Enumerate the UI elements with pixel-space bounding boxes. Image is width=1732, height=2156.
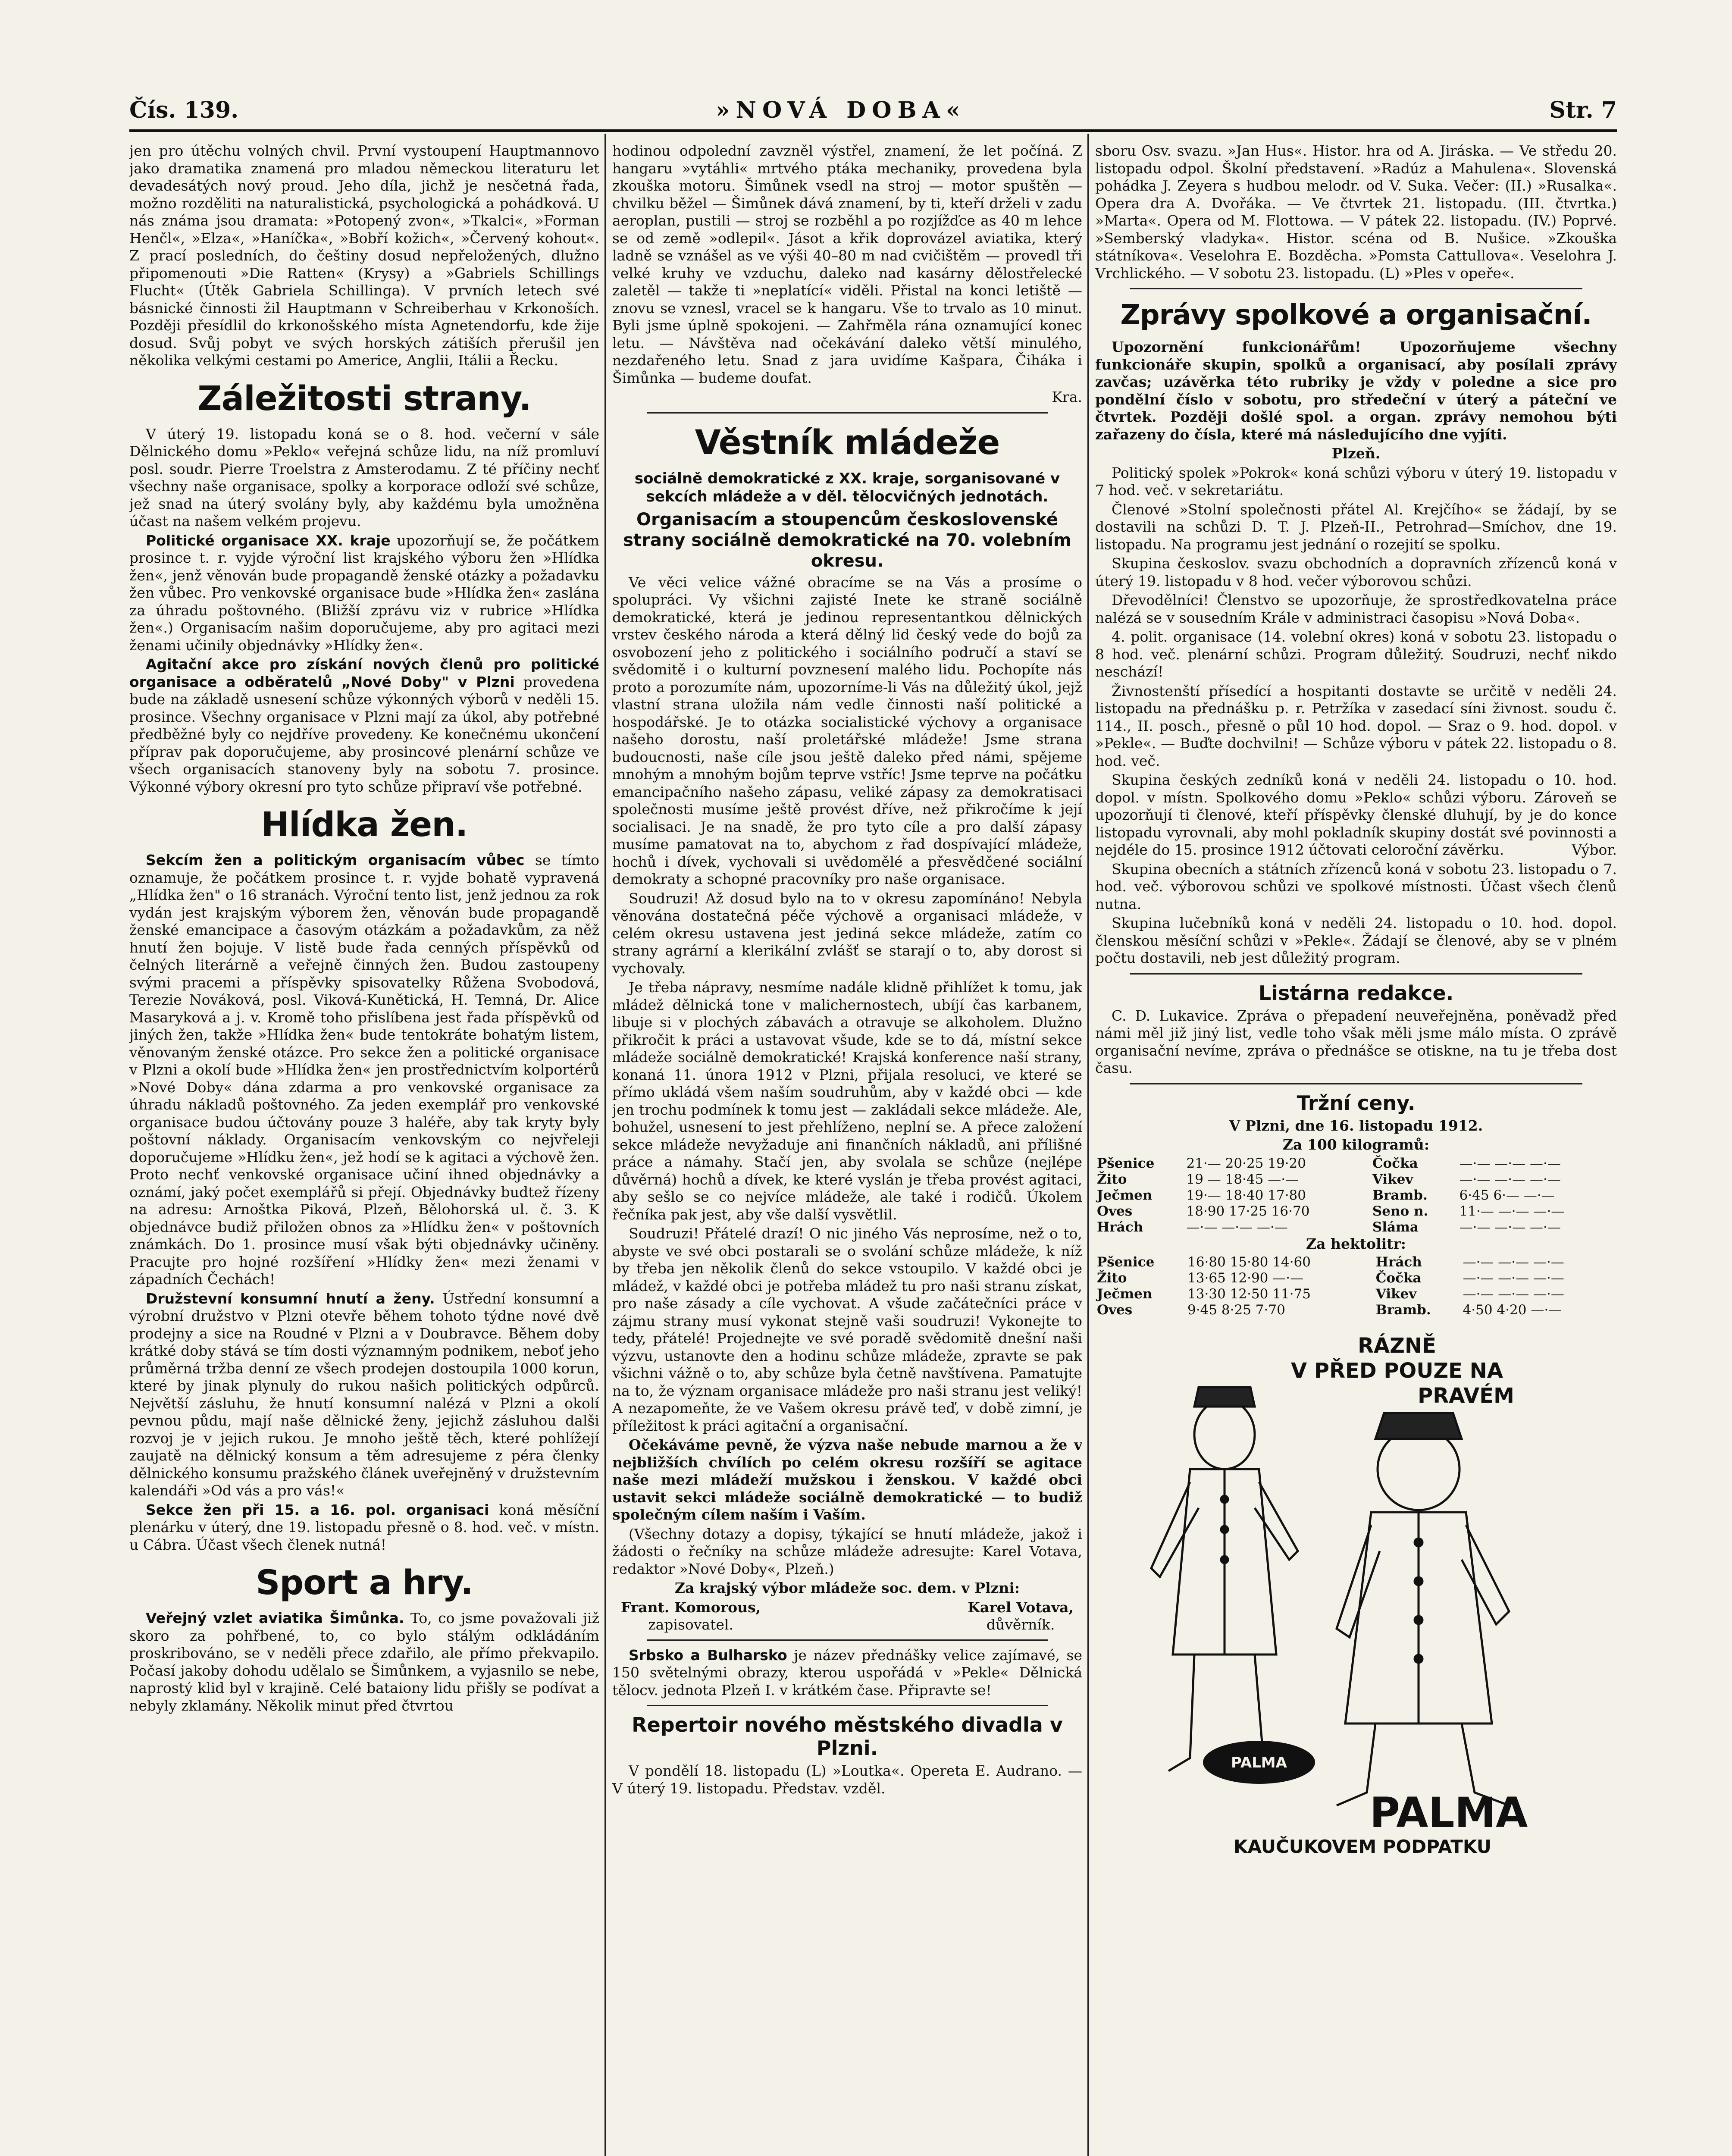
paragraph-lead: Družstevní konsumní hnutí a ženy.	[146, 1290, 435, 1307]
signature-role: zapisovatel.	[648, 1616, 733, 1633]
paragraph	[129, 1610, 599, 1714]
commodity-name: Bramb.	[1375, 1302, 1431, 1318]
ad-slogan-line: RÁZNĚ	[1358, 1334, 1436, 1358]
price-row	[1095, 1219, 1617, 1235]
paragraph: C. D. Lukavice. Zpráva o přepadení neuveřejněna, poněvadž před námi měl již jiný list, vedle toho však měli jsme málo místa. O zprávě organisační nevíme, zpráva o přednášce se otiskne, na tu je třeba dost času.	[1095, 1007, 1617, 1076]
section-heading-repertoir: Repertoir nového městského divadla v Plzni.	[632, 1713, 1063, 1760]
price-values: 4·50 4·20 —·—	[1463, 1302, 1562, 1318]
paragraph	[129, 532, 599, 655]
section-divider	[1130, 288, 1582, 289]
hauptmann-article-end: jen pro útěchu volných chvil. První vystoupení Hauptmannovo jako dramatika znamená pro mladou německou literaturu let devadesátých nový proud. Jeho díla, jichž je nesčetná řada, možno rozděliti na naturalistická, psychologická a pohádková. U nás známa jsou dramata: »Potopený zvon«, »Tkalci«, »Forman Henčl«, »Elza«, »Haníčka«, »Bobří kožich«, »Červený kohout«. Z prací posledních, do češtiny dosud nepřeložených, dlužno připomenouti »Die Ratten« (Krysy) a »Gabriels Schillings Flucht« (Útěk Gabriela Schillinga). V prvních letech své básnické činnosti žil Hauptmann v Schreiberhau v Krkonoších. Později přesídlil do krkonošského místa Agnetendorfu, kde žije dosud. Svůj pobyt ve svých horských zátiších přerušil jen několika velkými cestami po Americe, Anglii, Itálii a Řecku.	[129, 142, 599, 369]
sport-article-continued: hodinou odpolední zavzněl výstřel, znamení, že let počíná. Z hangaru »vytáhli« mrtvého ptáka mechaniky, provedena byla zkouška motoru. Šimůnek vsedl na stroj — motor spuštěn — chvilku běžel — Šimůnek dává znamení, by ti, kteří drželi v zadu aeroplan, pustili — stroj se rozběhl a po rozjížďce as 40 m lehce se od země »odlepil«. Jásot a křik doprovázel aviatika, který ladně se vznášel as ve výši 40–80 m nad cvičištěm — provedl tři velké kruhy ve vzduchu, daleko nad kasárny dělostřelecké zaletěl — takže ti »neplatící« viděli. Přistal na konci letiště — znovu se vznesl, vracel se k hangaru. Vše to trvalo as 10 minut. Byli jsme úplně spokojeni. — Zahřměla rána oznamující konec letu. — Návštěva nad očekávání daleko větší minulého, nezdařeného letu. Snad z jara uvidíme Kašpara, Čiháka i Šimůnka — budeme doufat.	[612, 142, 1082, 386]
paragraph: Je třeba nápravy, nesmíme nadále klidně přihlížet k tomu, jak mládež dělnická tone v malichernostech, ubíjí čas karbanem, libuje si v plochých zábavách a otravuje se alkoholem. Dlužno přikročit k práci a ustavovat všude, kde se to dá, místní sekce mládeže sociálně demokratické! Krajská konference naší strany, konaná 11. února 1912 v Plzni, přijala resoluci, ve které se přímo ukládá všem naším soudruhům, aby v každé obci — kde jen trochu podmínek k tomu jest — zakládali sekce mládeže. Ale, bohužel, usnesení to jest přehlíženo, neplní se. A přece založení sekce mládeže nevyžaduje ani finančních nákladů, ani přílišné práce a námahy. Stačí jen, aby svolala se schůze (nejlépe důvěrná) hochů a dívek, ke které vyslán je třeba provést agitaci, aby sešlo se co nejvíce mládeže, ale také i rodičů. Úkolem řečníka pak jest, aby vše další vysvětlil.	[612, 979, 1082, 1223]
paragraph: Soudruzi! Přátelé drazí! O nic jiného Vás neprosíme, než o to, abyste ve své obci postarali se o svolání schůze mládeže, k níž by třeba jen několik členů do sekce vstoupilo. V každé obci je mládež, v každé obci je potřeba mládež tu pro naši stranu získat, pro naše zásady a cíle vychovat. A všude začátečníci práce v zájmu strany musí vykonat stejně vaši soudruzi! Vykonejte to tedy, přátelé! Projednejte ve své poradě svědomitě dnešní naši výzvu, ustanovte den a hodinu schůze mládeže, zpravte se pak všichni vážně o to, aby schůze byla četně navštívena. Pamatujte na to, že význam organisace mládeže pro naši stranu jest veliký! A nezapomeňte, že ve Vašem okresu právě teď, v době zimní, je příležitost k práci agitační a organisační.	[612, 1225, 1082, 1434]
section-heading-sport: Sport a hry.	[256, 1564, 473, 1602]
article-title: Organisacím a stoupencům československé strany sociálně demokratické na 70. volebním okresu.	[623, 509, 1071, 571]
paragraph: Živnostenští přísedící a hospitanti dostavte se určitě v neděli 24. listopadu na přednášku p. r. Petržíka v zasedací síni živnost. soudu č. 114., II. posch., přesně o půl 10 hod. dopol. — Sraz o 9. hod. dopol. v »Pekle«. — Buďte dochvilni! — Schůze výboru v pátek 22. listopadu o 8. hod. več.	[1095, 682, 1617, 769]
paragraph-text: To, co jsme považovali již skoro za pohřbené, to, co bylo stálým odkládáním proskribováno, se v neděli přece zdařilo, ale přímo překvapilo. Počasí jakoby dohodu udělalo se Šimůnkem, a vyjasnilo se nebe, naprostý klid byl v krajině. Celé bataiony lidu přišly se podívat a nebyly zklamány. Několik minut před čtvrtou	[129, 1610, 599, 1714]
price-row	[1095, 1270, 1617, 1286]
commodity-name: Seno n.	[1372, 1203, 1428, 1219]
article-signature: Kra.	[1052, 389, 1082, 405]
commodity-name: Sláma	[1372, 1219, 1419, 1235]
section-divider	[647, 1705, 1048, 1706]
paragraph-lead: Agitační akce pro získání nových členů pro politické organisace a odběratelů „Nové Doby" v Plzni	[129, 656, 599, 690]
section-divider	[647, 412, 1048, 414]
price-row	[1095, 1172, 1617, 1188]
column-1	[129, 142, 599, 2156]
section-subheading: sociálně demokratické z XX. kraje, sorganisované v sekcích mládeže a v děl. tělocvičných jednotách.	[634, 470, 1060, 505]
paragraph	[612, 1647, 1082, 1699]
market-unit: Za 100 kilogramů:	[1282, 1136, 1430, 1153]
signatures	[612, 1599, 1082, 1633]
palma-ad-illustration	[1095, 1327, 1617, 1861]
price-values: 13·30 12·50 11·75	[1187, 1286, 1311, 1302]
section-divider	[1130, 1083, 1582, 1084]
price-values: 6·45 6·— —·—	[1459, 1187, 1555, 1203]
paragraph-text: koná měsíční plenárku v úterý, dne 19. listopadu přesně o 8. hod. več. v místn. u Cábra. Účast všech členek nutná!	[129, 1501, 599, 1553]
commodity-name: Oves	[1097, 1302, 1133, 1318]
commodity-name: Hrách	[1097, 1219, 1143, 1235]
price-values: —·— —·— —·—	[1459, 1155, 1561, 1171]
paragraph	[129, 852, 599, 1288]
repertoir-continued: sboru Osv. svazu. »Jan Hus«. Histor. hra od A. Jiráska. — Ve středu 20. listopadu odpol. Školní představení. »Radúz a Mahulena«. Slovenská pohádka J. Zeyera s hudbou melodr. od V. Suka. Večer: (II.) »Rusalka«. Opera dra A. Dvořáka. — Ve čtvrtek 21. listopadu. (III. čtvrtka.) »Marta«. Opera od M. Flottowa. — V pátek 22. listopadu. (IV.) Poprvé. »Semberský vladyka«. Histor. scéna od B. Nušice. »Zkouška státníkova«. Veselohra E. Bozděcha. »Pomsta Cattullova«. Veselohra J. Vrchlického. — V sobotu 23. listopadu. (L) »Ples v opeře«.	[1095, 142, 1617, 282]
section-heading-zalezitosti: Záležitosti strany.	[197, 379, 532, 418]
paragraph-lead: Veřejný vzlet aviatika Šimůnka.	[146, 1610, 404, 1626]
commodity-name: Hrách	[1375, 1254, 1422, 1270]
commodity-name: Vikev	[1375, 1286, 1417, 1302]
paragraph: V pondělí 18. listopadu (L) »Loutka«. Opereta E. Audrano. — V úterý 19. listopadu. Představ. vzděl.	[612, 1762, 1082, 1797]
column-2	[612, 142, 1082, 2156]
paragraph	[1095, 771, 1617, 859]
paragraph: (Všechny dotazy a dopisy, týkající se hnutí mládeže, jakož i žádosti o řečníky na schůze mládeže adresujte: Karel Votava, redaktor »Nové Doby«, Plzeň.)	[612, 1525, 1082, 1577]
price-row	[1095, 1156, 1617, 1172]
price-values: 19 — 18·45 —·—	[1186, 1171, 1299, 1187]
price-values: 9·45 8·25 7·70	[1187, 1302, 1285, 1318]
commodity-name: Žito	[1097, 1270, 1127, 1286]
price-row	[1095, 1302, 1617, 1318]
paragraph-lead: Politické organisace XX. kraje	[146, 532, 391, 549]
signature-left	[621, 1599, 761, 1633]
price-values: —·— —·— —·—	[1463, 1254, 1564, 1270]
section-heading-trzni-ceny: Tržní ceny.	[1297, 1091, 1416, 1115]
paragraph-text: se tímto oznamuje, že počátkem prosince t. r. vyjde bohatě vypravená „Hlídka žen" o 16 stranách. Výroční tento list, jenž jednou za rok vydán jest krajským výborem žen, věnován bude propagandě ženské emancipace a časovým otázkám a požadavkům, za něž hnutí žen bojuje. V listě bude řada cenných příspěvků od čelných literárně a veřejně činných žen. Budou zastoupeny svými pracemi a příspěvky spisovatelky Růžena Svobodová, Terezie Nováková, posl. Viková-Kunětická, H. Temná, Dr. Alice Masaryková a j. v. Kromě toho přislíbena jest řada příspěvků od jiných žen, takže »Hlídka žen« bude tentokráte bohatým listem, věnovaným ženské otázce. Pro sekce žen a politické organisace v Plzni a okolí bude »Hlídka žen« jen prostřednictvím kolportérů »Nové Doby« dána zdarma a pro venkovské organisace za úhradu nákladů poštovného. Za jeden exemplář pro venkovské organisace budou účtovány pouze 3 haléře, aby tak kryty byly poštovní náklady. Organisacím venkovským co nejvřeleji doporučujeme »Hlídku žen«, jež hodí se k agitaci a výchově žen. Proto nechť venkovské organisace učiní ihned objednávky a oznámí, jaký počet exemplářů si přejí. Objednávky budtež řízeny na adresu: Arnoštka Piková, Plzeň, Bělohorská ul. č. 3. K objednávce budiž přiložen obnos za »Hlídku žen« v poštovních známkách. Do 1. prosince musí však býti objednávky učiněny. Pracujte pro hojné rozšíření »Hlídky žen« mezi ženami v západních Čechách!	[129, 852, 599, 1288]
signature-intro: Za krajský výbor mládeže soc. dem. v Plzni:	[674, 1579, 1020, 1596]
palma-advertisement	[1095, 1327, 1617, 1861]
section-heading-listarna: Listárna redakce.	[1258, 981, 1454, 1005]
paragraph	[129, 656, 599, 796]
newspaper-title: »NOVÁ DOBA«	[716, 97, 966, 123]
paragraph: Skupina českoslov. svazu obchodních a dopravních zřízenců koná v úterý 19. listopadu v 8 hod. večer výborovou schůzi.	[1095, 555, 1617, 589]
paragraph: V úterý 19. listopadu koná se o 8. hod. večerní v sále Dělnického domu »Peklo« veřejná schůze lidu, na níž promluví posl. soudr. Pierre Troelstra z Amsterodamu. Z té příčiny nechť všechny naše organisace, spolky a korporace odloží své schůze, jež snad na úterý svolány byly, aby každému byla umožněna účast na našem velkém projevu.	[129, 425, 599, 530]
commodity-name: Oves	[1097, 1203, 1133, 1219]
price-values: —·— —·— —·—	[1459, 1171, 1561, 1187]
commodity-name: Čočka	[1372, 1155, 1418, 1171]
paragraph: Politický spolek »Pokrok« koná schůzi výboru v úterý 19. listopadu v 7 hod. več. v sekretariátu.	[1095, 464, 1617, 498]
price-row	[1095, 1188, 1617, 1203]
section-heading-zpravy: Zprávy spolkové a organisační.	[1120, 299, 1592, 331]
section-heading-vestnik: Věstník mládeže	[695, 423, 1000, 462]
paragraph-lead: Sekce žen při 15. a 16. pol. organisaci	[146, 1501, 489, 1518]
commodity-name: Žito	[1097, 1171, 1127, 1187]
paragraph: Skupina obecních a státních zřízenců koná v sobotu 23. listopadu o 7. hod. več. výborovou schůzi ve spolkové místnosti. Účast všech členů nutna.	[1095, 860, 1617, 912]
paragraph: Skupina lučebníků koná v neděli 24. listopadu o 10. hod. dopol. členskou měsíční schůzi v »Pekle«. Žádají se členové, aby se v plném počtu dostavili, neb jest důležitý program.	[1095, 915, 1617, 966]
page-number: Str. 7	[1549, 97, 1617, 123]
signature-right	[968, 1599, 1074, 1633]
paragraph-text: je název přednášky velice zajímavé, se 150 světelnými obrazy, kterou uspořádá v »Pekle« Dělnická tělocv. jednota Plzeň I. v krátkém čase. Připravte se!	[612, 1646, 1082, 1698]
ad-brand: PALMA	[1369, 1789, 1528, 1837]
price-row	[1095, 1254, 1617, 1270]
price-values: 13·65 12·90 —·—	[1187, 1270, 1304, 1286]
market-date: V Plzni, dne 16. listopadu 1912.	[1229, 1117, 1483, 1134]
paragraph-text: upozorňují se, že počátkem prosince t. r. vyjde výroční list krajského výboru žen »Hlídka žen«, jenž věnován bude propagandě ženské otázky a požadavku žen vůbec. Pro venkovské organisace bude »Hlídka žen« zaslána za úhradu poštovného. (Bližší zprávu viz v rubrice »Hlídka žen«.) Organisacím našim doporučujeme, aby pro agitaci mezi ženami učinily objednávky »Hlídky žen«.	[129, 532, 599, 654]
price-values: —·— —·— —·—	[1186, 1219, 1288, 1235]
section-heading-hlidka: Hlídka žen.	[261, 805, 468, 844]
paragraph: Dřevodělníci! Členstvo se upozorňuje, že sprostředkovatelna práce nalézá se v sousedním Krále v administraci časopisu »Nová Doba«.	[1095, 592, 1617, 626]
market-unit: Za hektolitr:	[1306, 1235, 1406, 1252]
commodity-name: Ječmen	[1097, 1286, 1153, 1302]
header-rule	[129, 129, 1617, 132]
paragraph-text: provedena bude na základě usnesení schůze výkonných výborů v neděli 15. prosince. Všechny organisace v Plzni mají za úkol, aby potřebné předběžné byly co nejdříve provedeny. Ke konečnému ukončení příprav pak doporučujeme, aby prosincové plenární schůze ve všech organisacích stanoveny byly na sobotu 7. prosince. Výkonné výbory okresní pro tyto schůze připraví vše potřebné.	[129, 673, 599, 795]
commodity-name: Ječmen	[1097, 1187, 1153, 1203]
price-table-kg	[1095, 1156, 1617, 1235]
paragraph: Soudruzi! Až dosud bylo na to v okresu zapomínáno! Nebyla věnována dostatečná péče výchově a organisaci mládeže, v celém okresu ustavena jest jediná sekce mládeže, zatím co strany agrární a klerikální zvlášť se starají o to, aby dorost si vychovaly.	[612, 890, 1082, 977]
ad-tagline: KAUČUKOVEM PODPATKU	[1234, 1836, 1491, 1857]
paragraph: Očekáváme pevně, že výzva naše nebude marnou a že v nejbližších chvílích po celém okresu rozšíří se agitace naše mezi mládeží mužskou i ženskou. V každé obci ustavit sekci mládeže sociálně demokratické — to budiž společným cílem naším i Vaším.	[612, 1436, 1082, 1523]
commodity-name: Bramb.	[1372, 1187, 1428, 1203]
paragraph-text: Skupina českých zedníků koná v neděli 24. listopadu o 10. hod. dopol. v místn. Spolkového domu »Peklo« schůzi výboru. Zároveň se upozorňují ti členové, kteří příspěvky členské dluhují, by je do konce listopadu vyrovnali, aby mohl pokladník skupiny dostát své povinnosti a nejdéle do 15. prosince 1912 účtovati celoroční závěrku.	[1095, 771, 1617, 858]
paragraph: Ve věci velice vážné obracíme se na Vás a prosíme o spolupráci. Vy všichni zajisté Inete ke straně sociálně demokratické, která je jedinou representantkou dělnických vrstev českého národa a která dělný lid český vede do bojů za osvobození jeho z politického i sociálního područí a staví se svědomitě i o kulturní povznesení malého lidu. Pochopíte nás proto a porozumíte nám, upozorníme-li Vás na důležitý úkol, jejž vlastní strana uložila nám vedle činnosti naší politické a hospodářské. Je to otázka socialistické výchovy a organisace našeho dorostu, naší proletářské mládeže! Jsme strana budoucnosti, naše cíle jsou ještě daleko před námi, spějeme mnohým a mnohým bojům teprve vstříc! Jsme teprve na počátku emancipačního našeho zápasu, veliké zápasy za demokratisaci společnosti musíme ještě provést dříve, než přikročíme k její socialisaci. Je na snadě, že pro tyto cíle a pro další zápasy musíme pamatovat na to, abychom z řad dospívající mládeže, hochů i dívek, vychovali si uvědomělé a přesvědčené sociální demokraty a schopné pracovníky pro naše organisace.	[612, 573, 1082, 887]
price-values: —·— —·— —·—	[1463, 1270, 1564, 1286]
paragraph: 4. polit. organisace (14. volební okres) koná v sobotu 23. listopadu o 8 hod. več. plenární schůzi. Program důležitý. Soudruzi, nechť nikdo neschází!	[1095, 628, 1617, 680]
price-values: 16·80 15·80 14·60	[1187, 1254, 1311, 1270]
price-row	[1095, 1286, 1617, 1302]
paragraph	[129, 1290, 599, 1500]
issue-number: Čís. 139.	[129, 97, 239, 123]
paragraph-signature: Výbor.	[1572, 841, 1617, 858]
signature-name: Frant. Komorous,	[621, 1598, 761, 1616]
price-values: —·— —·— —·—	[1463, 1286, 1564, 1302]
signature-role: důvěrník.	[986, 1616, 1055, 1633]
price-values: 18·90 17·25 16·70	[1186, 1203, 1310, 1219]
column-3	[1095, 142, 1617, 2156]
commodity-name: Pšenice	[1097, 1155, 1155, 1171]
ad-slogan-line: V PŘED POUZE NA	[1291, 1359, 1503, 1383]
paragraph: Členové »Stolní společnosti přátel Al. Krejčího« se žádají, by se dostavili na schůzi D. T. J. Plzeň-II., Petrohrad—Smíchov, dne 19. listopadu. Na programu jest jednání o rozejití se spolku.	[1095, 501, 1617, 553]
paragraph-lead: Sekcím žen a politickým organisacím vůbec	[146, 852, 525, 868]
ad-slogan-line: PRAVÉM	[1418, 1384, 1514, 1408]
section-divider	[1130, 973, 1582, 975]
price-table-hl	[1095, 1254, 1617, 1318]
paragraph-text: Ústřední konsumní a výrobní družstvo v Plzni otevře během tohoto týdne nové dvě prodejny a sice na Roudné v Plzni a v Doubravce. Během doby krátké doby stává se tím dosti významným podnikem, neboť jeho průměrná tržba denní ze všech prodejen dostoupila 1000 korun, které by jinak plynuly do rukou našich politických odpůrců. Největší zásluhu, že hnutí konsumní nalézá v Plzni a okolí pevnou půdu, mají naše dělnické ženy, jejichž zásluhou dalši rozvoj je v jejich rukou. Je mnoho ještě těch, které pohlížejí zaujatě na dělnický konsum a těm adresujeme z péra členky dělnického konsumu pražského článek uveřejněný v družstevním kalendáři »Od vás a pro vás!«	[129, 1290, 599, 1499]
notice-paragraph: Upozornění funkcionářům! Upozorňujeme všechny funkcionáře skupin, spolků a organisací, aby posílali zprávy zavčas; uzávěrka této rubriky je vždy v poledne a sice pro pondělní číslo v sobotu, pro středeční v úterý a páteční ve čtvrtek. Později došlé spol. a organ. zprávy nemohou býti zařazeny do čísla, které má následujícího dne vyjíti.	[1095, 338, 1617, 443]
page-header	[129, 97, 1617, 132]
price-values: 11·— —·— —·—	[1459, 1203, 1565, 1219]
commodity-name: Čočka	[1375, 1270, 1422, 1286]
price-values: 21·— 20·25 19·20	[1186, 1155, 1306, 1171]
city-label: Plzeň.	[1331, 445, 1381, 462]
price-values: 19·— 18·40 17·80	[1186, 1187, 1306, 1203]
paragraph	[129, 1501, 599, 1554]
price-row	[1095, 1203, 1617, 1219]
paragraph-lead: Srbsko a Bulharsko	[629, 1646, 787, 1664]
commodity-name: Pšenice	[1097, 1254, 1155, 1270]
section-divider	[647, 1639, 1048, 1641]
signature-name: Karel Votava,	[968, 1598, 1074, 1616]
price-values: —·— —·— —·—	[1459, 1219, 1561, 1235]
commodity-name: Vikev	[1372, 1171, 1413, 1187]
column-divider	[604, 134, 606, 2156]
sole-label: PALMA	[1231, 1754, 1287, 1771]
column-divider	[1087, 134, 1089, 2156]
